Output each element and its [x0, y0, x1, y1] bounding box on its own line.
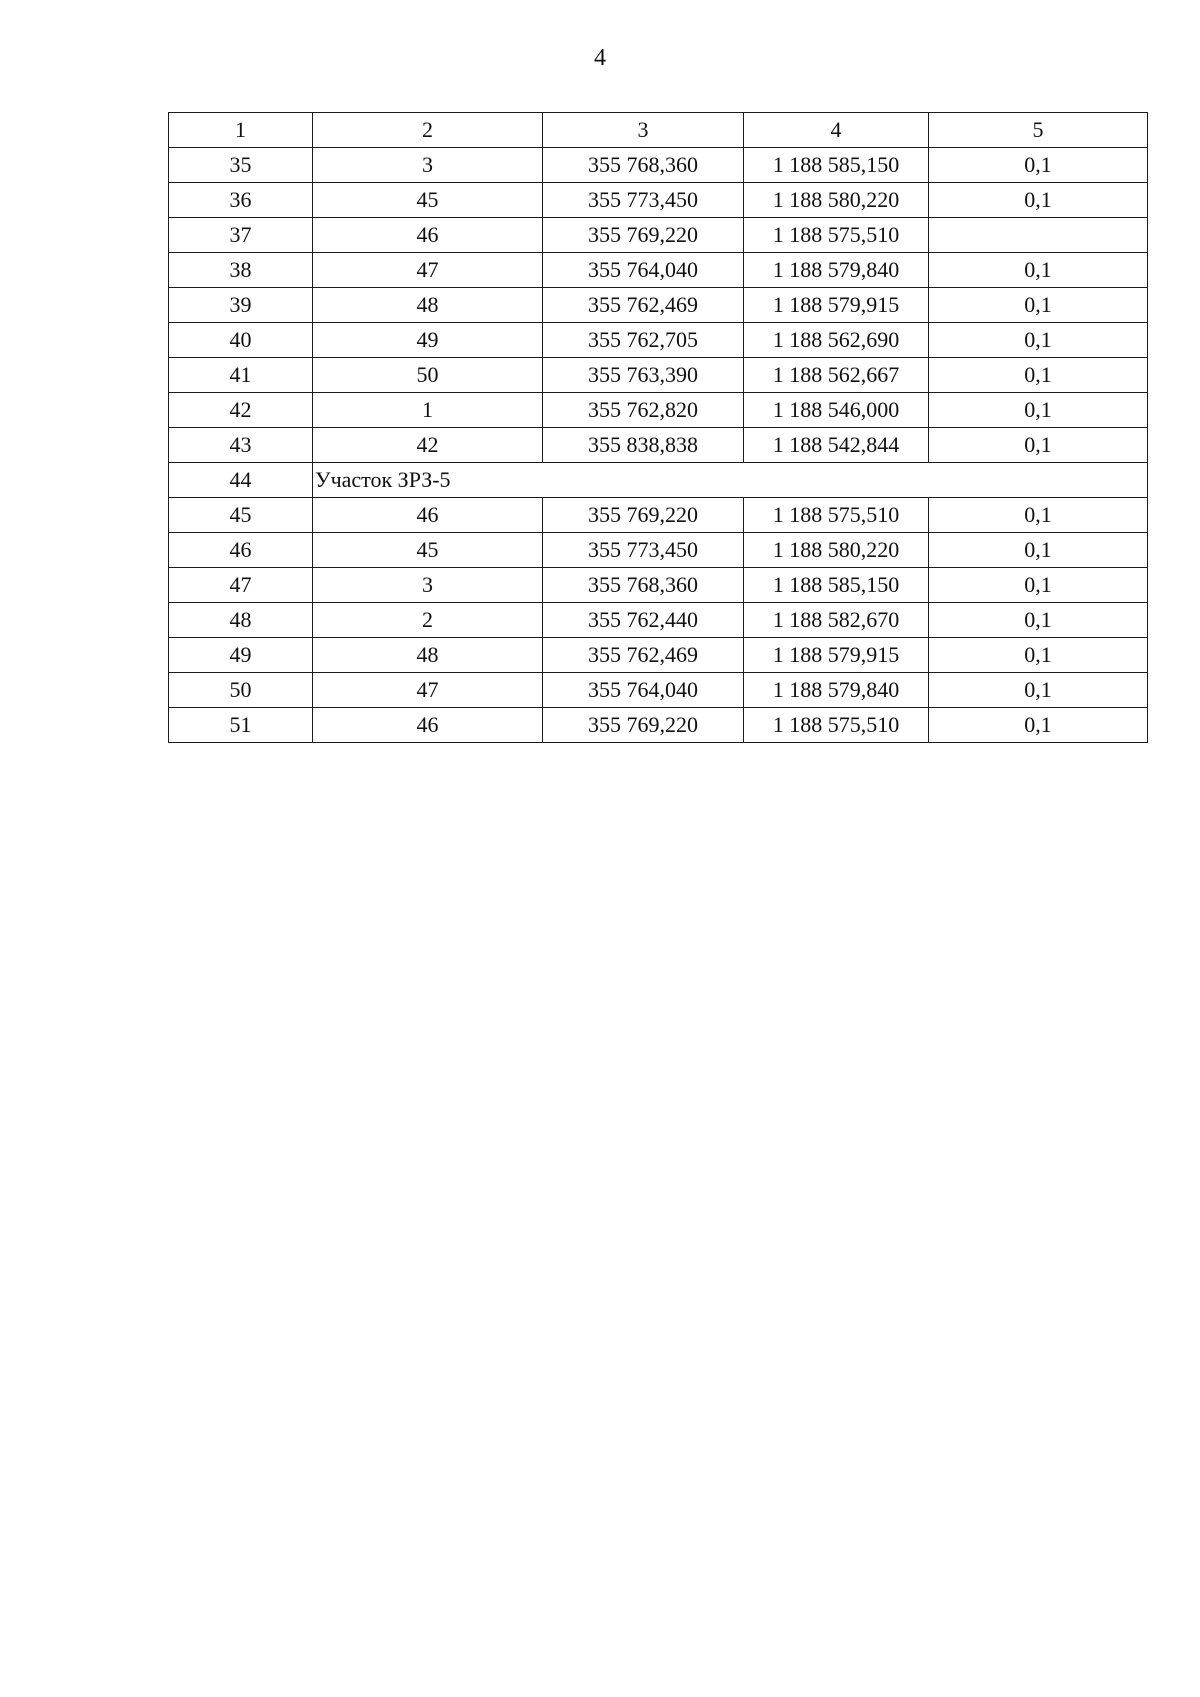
point-number-cell: 46: [313, 498, 543, 533]
y-coordinate-cell: 1 188 575,510: [744, 708, 929, 743]
y-coordinate-cell: 1 188 542,844: [744, 428, 929, 463]
header-cell: 3: [543, 113, 744, 148]
point-number-cell: 45: [313, 183, 543, 218]
table-row: [169, 428, 1148, 463]
y-coordinate-cell: 1 188 579,915: [744, 288, 929, 323]
y-coordinate-cell: 1 188 585,150: [744, 568, 929, 603]
row-number-cell: 50: [169, 673, 313, 708]
header-cell: 4: [744, 113, 929, 148]
y-coordinate-cell: 1 188 575,510: [744, 498, 929, 533]
error-cell: 0,1: [929, 148, 1148, 183]
table-row: [169, 183, 1148, 218]
point-number-cell: 3: [313, 148, 543, 183]
point-number-cell: 50: [313, 358, 543, 393]
y-coordinate-cell: 1 188 579,840: [744, 253, 929, 288]
row-number-cell: 43: [169, 428, 313, 463]
y-coordinate-cell: 1 188 579,840: [744, 673, 929, 708]
table-row: [169, 288, 1148, 323]
x-coordinate-cell: 355 763,390: [543, 358, 744, 393]
point-number-cell: 42: [313, 428, 543, 463]
y-coordinate-cell: 1 188 582,670: [744, 603, 929, 638]
y-coordinate-cell: 1 188 562,667: [744, 358, 929, 393]
x-coordinate-cell: 355 773,450: [543, 183, 744, 218]
point-number-cell: 46: [313, 218, 543, 253]
error-cell: 0,1: [929, 253, 1148, 288]
row-number-cell: 44: [169, 463, 313, 498]
point-number-cell: 2: [313, 603, 543, 638]
row-number-cell: 47: [169, 568, 313, 603]
y-coordinate-cell: 1 188 580,220: [744, 533, 929, 568]
y-coordinate-cell: 1 188 562,690: [744, 323, 929, 358]
x-coordinate-cell: 355 769,220: [543, 218, 744, 253]
point-number-cell: 3: [313, 568, 543, 603]
header-cell: 2: [313, 113, 543, 148]
x-coordinate-cell: 355 769,220: [543, 498, 744, 533]
row-number-cell: 51: [169, 708, 313, 743]
error-cell: 0,1: [929, 533, 1148, 568]
y-coordinate-cell: 1 188 585,150: [744, 148, 929, 183]
error-cell: 0,1: [929, 393, 1148, 428]
row-number-cell: 37: [169, 218, 313, 253]
error-cell: 0,1: [929, 358, 1148, 393]
x-coordinate-cell: 355 762,469: [543, 288, 744, 323]
error-cell: 0,1: [929, 603, 1148, 638]
header-cell: 1: [169, 113, 313, 148]
row-number-cell: 39: [169, 288, 313, 323]
x-coordinate-cell: 355 768,360: [543, 148, 744, 183]
row-number-cell: 38: [169, 253, 313, 288]
x-coordinate-cell: 355 762,440: [543, 603, 744, 638]
error-cell: 0,1: [929, 673, 1148, 708]
x-coordinate-cell: 355 764,040: [543, 673, 744, 708]
error-cell: 0,1: [929, 323, 1148, 358]
row-number-cell: 45: [169, 498, 313, 533]
x-coordinate-cell: 355 773,450: [543, 533, 744, 568]
point-number-cell: 49: [313, 323, 543, 358]
coordinates-table: [168, 112, 1148, 743]
row-number-cell: 42: [169, 393, 313, 428]
y-coordinate-cell: 1 188 580,220: [744, 183, 929, 218]
section-label-cell: Участок ЗРЗ-5: [313, 463, 1148, 498]
error-cell: 0,1: [929, 428, 1148, 463]
error-cell: 0,1: [929, 638, 1148, 673]
error-cell: 0,1: [929, 288, 1148, 323]
table-row: [169, 323, 1148, 358]
row-number-cell: 41: [169, 358, 313, 393]
table-row: [169, 218, 1148, 253]
table-row: [169, 253, 1148, 288]
x-coordinate-cell: 355 762,469: [543, 638, 744, 673]
point-number-cell: 48: [313, 638, 543, 673]
table-row: [169, 533, 1148, 568]
row-number-cell: 40: [169, 323, 313, 358]
row-number-cell: 49: [169, 638, 313, 673]
x-coordinate-cell: 355 838,838: [543, 428, 744, 463]
error-cell: 0,1: [929, 708, 1148, 743]
point-number-cell: 48: [313, 288, 543, 323]
table-row: [169, 498, 1148, 533]
error-cell: [929, 218, 1148, 253]
table-row: [169, 708, 1148, 743]
header-cell: 5: [929, 113, 1148, 148]
row-number-cell: 46: [169, 533, 313, 568]
y-coordinate-cell: 1 188 575,510: [744, 218, 929, 253]
y-coordinate-cell: 1 188 546,000: [744, 393, 929, 428]
point-number-cell: 1: [313, 393, 543, 428]
table-row: [169, 393, 1148, 428]
row-number-cell: 35: [169, 148, 313, 183]
point-number-cell: 47: [313, 253, 543, 288]
x-coordinate-cell: 355 762,820: [543, 393, 744, 428]
table-row: [169, 673, 1148, 708]
x-coordinate-cell: 355 764,040: [543, 253, 744, 288]
point-number-cell: 46: [313, 708, 543, 743]
table-row: [169, 568, 1148, 603]
page-number: 4: [594, 45, 606, 71]
table-row: [169, 358, 1148, 393]
point-number-cell: 47: [313, 673, 543, 708]
table-header-row: [169, 113, 1148, 148]
table-body: [169, 113, 1148, 743]
point-number-cell: 45: [313, 533, 543, 568]
x-coordinate-cell: 355 768,360: [543, 568, 744, 603]
table-row: [169, 638, 1148, 673]
error-cell: 0,1: [929, 498, 1148, 533]
row-number-cell: 48: [169, 603, 313, 638]
y-coordinate-cell: 1 188 579,915: [744, 638, 929, 673]
error-cell: 0,1: [929, 183, 1148, 218]
error-cell: 0,1: [929, 568, 1148, 603]
row-number-cell: 36: [169, 183, 313, 218]
x-coordinate-cell: 355 769,220: [543, 708, 744, 743]
table-row: [169, 603, 1148, 638]
x-coordinate-cell: 355 762,705: [543, 323, 744, 358]
table-row: [169, 148, 1148, 183]
table-section-row: [169, 463, 1148, 498]
